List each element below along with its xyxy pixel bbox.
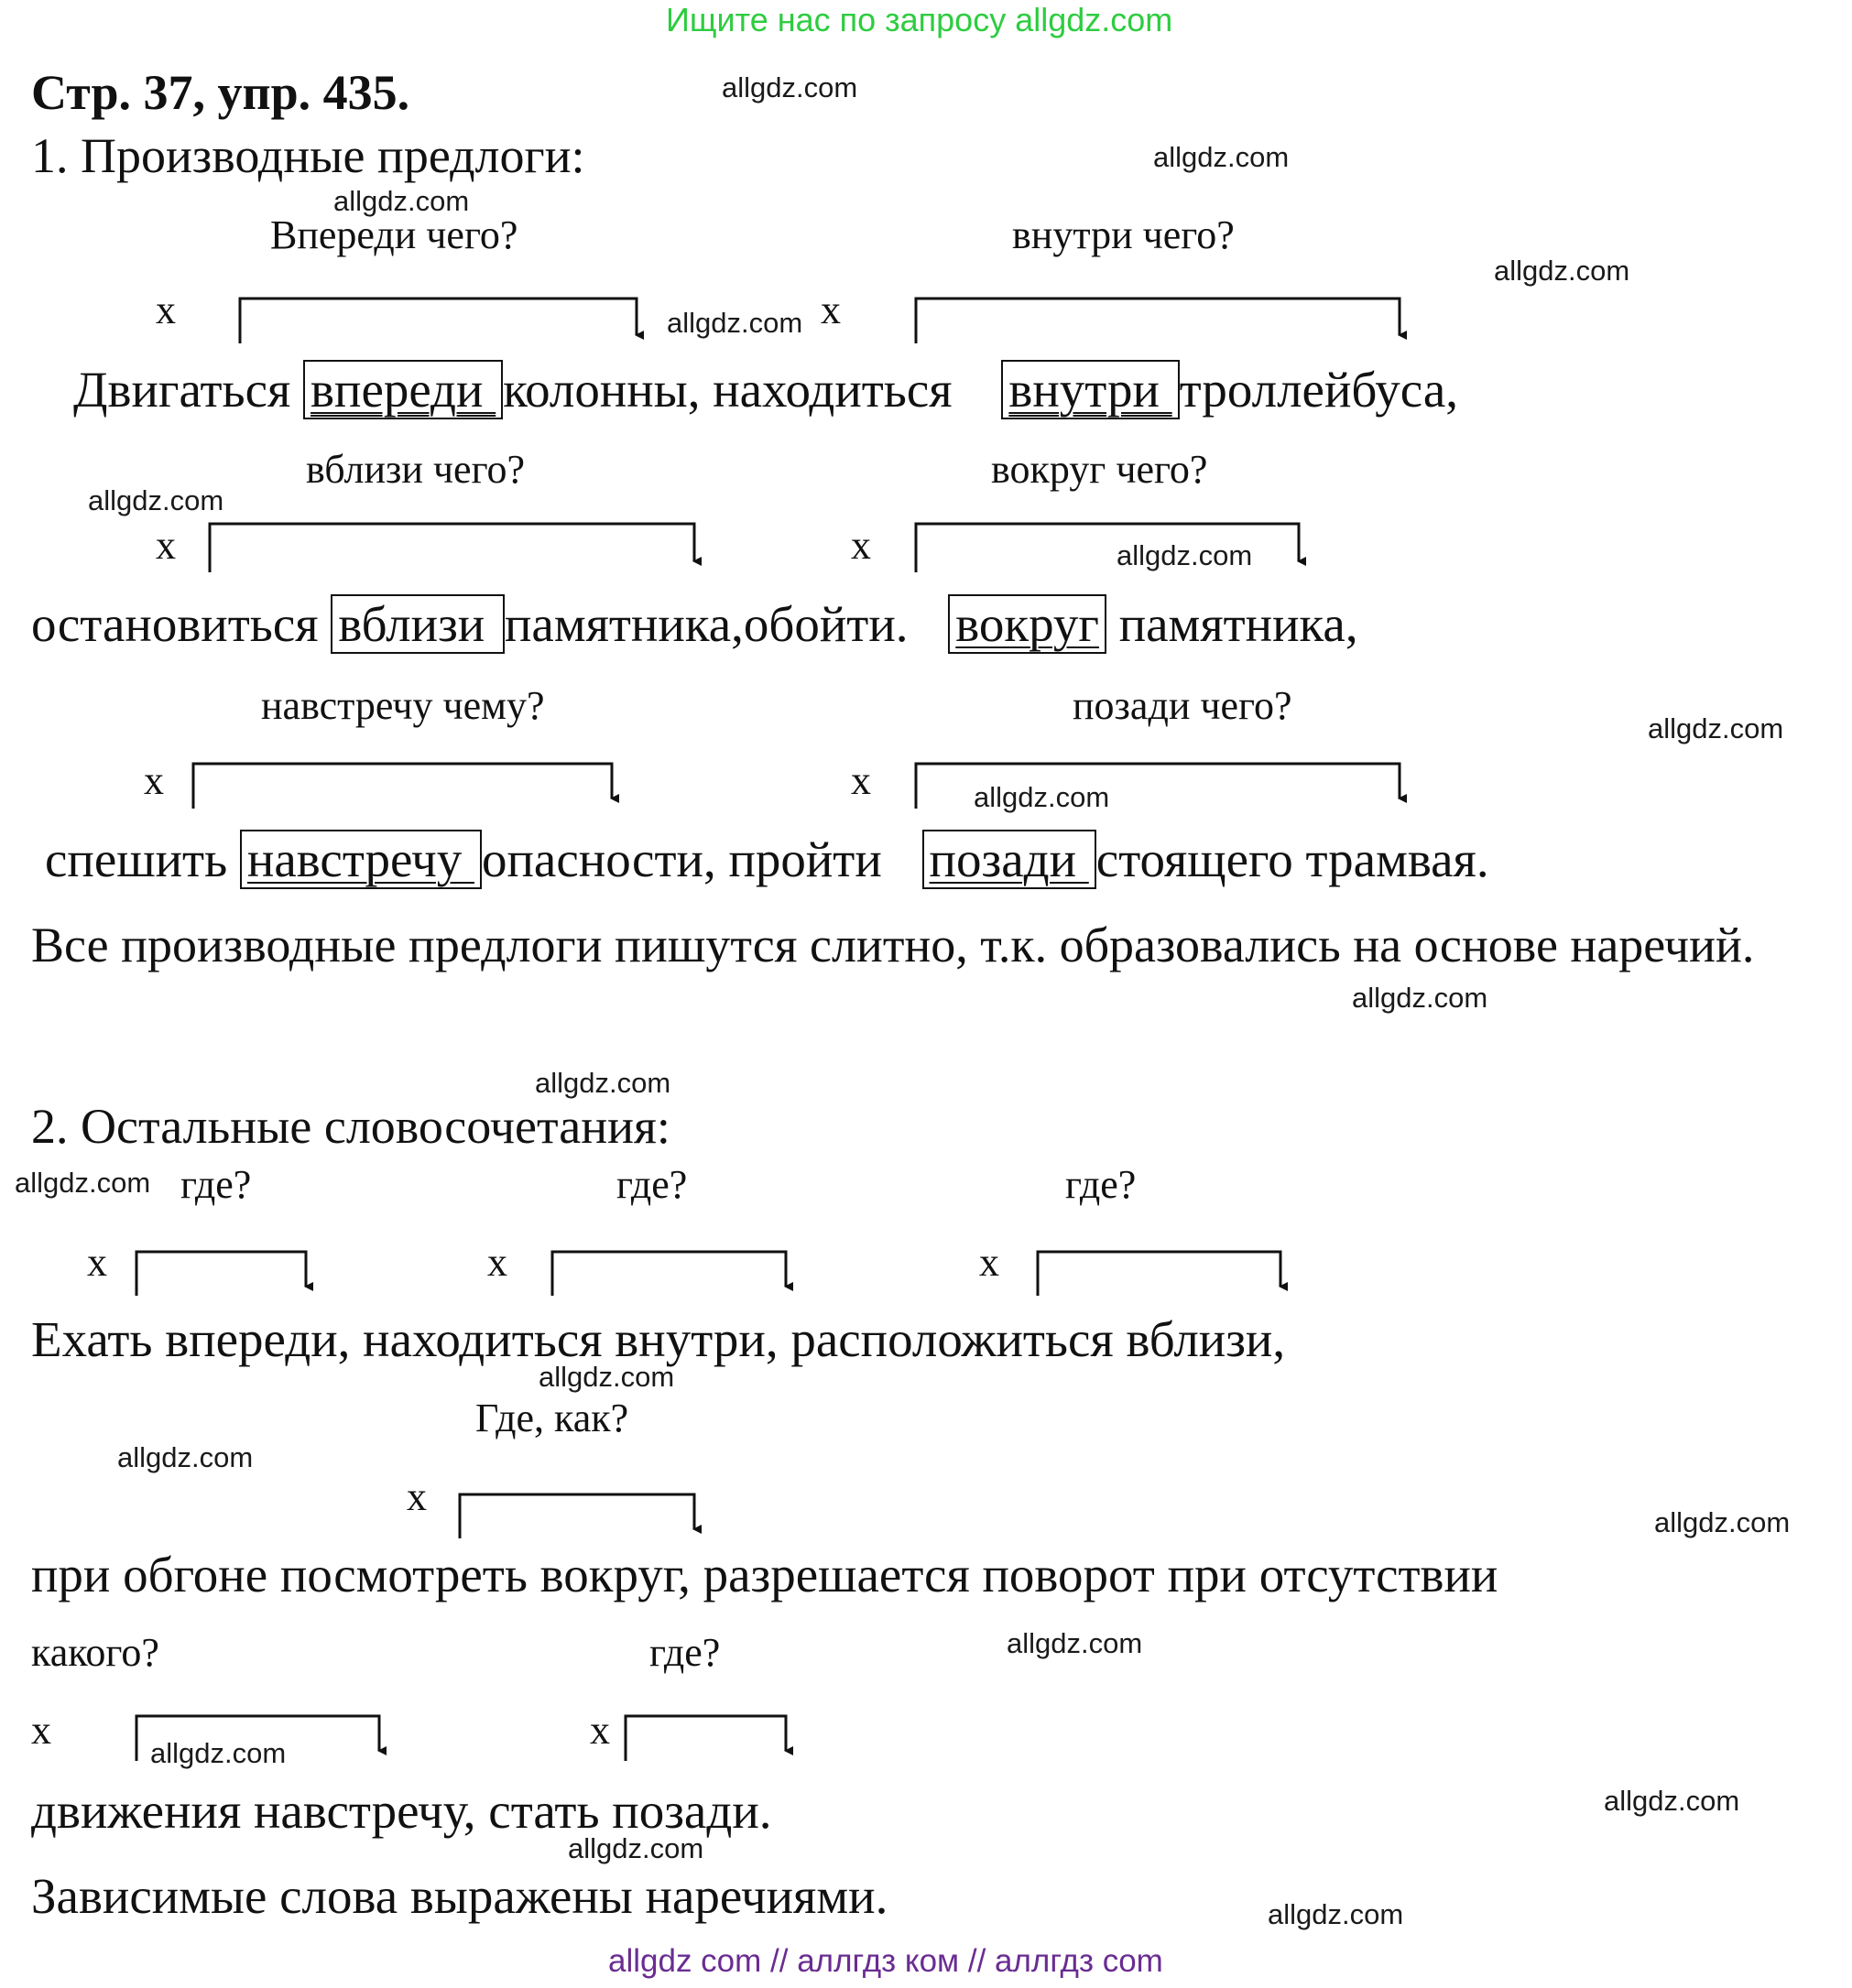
preposition-box: навстречу <box>240 830 482 889</box>
section2-conclusion: Зависимые слова выражены наречиями. <box>31 1868 888 1924</box>
text-segment: стоящего трамвая. <box>1095 831 1489 887</box>
arrow-vperedi <box>240 299 637 343</box>
question-navstrechu: навстречу чему? <box>261 683 545 728</box>
section1-title: 1. Производные предлоги: <box>31 128 585 183</box>
arrow-gde-3 <box>1038 1252 1280 1296</box>
text-segment: памятника,обойти. <box>504 596 921 652</box>
example-line-2 <box>31 596 1358 652</box>
text-segment: остановиться <box>31 596 332 652</box>
watermark: allgdz.com <box>974 781 1110 813</box>
x-mark: x <box>407 1474 427 1519</box>
question-gde: где? <box>616 1162 688 1207</box>
x-mark: x <box>31 1708 51 1753</box>
question-vblizi: вблизи чего? <box>306 447 526 492</box>
x-mark: x <box>87 1240 107 1285</box>
question-vperedi: Впереди чего? <box>270 212 518 257</box>
arrow-gde-1 <box>136 1252 306 1296</box>
footer-links[interactable]: allgdz com // аллгдз ком // аллгдз com <box>608 1943 1163 1979</box>
x-mark: x <box>590 1708 610 1753</box>
watermark: allgdz.com <box>117 1441 254 1473</box>
arrow-gde-4 <box>626 1716 786 1761</box>
x-mark: x <box>487 1240 507 1285</box>
arrow-gde-kak <box>460 1494 694 1538</box>
question-kakogo: какого? <box>31 1630 159 1675</box>
text-segment: колонны, находиться <box>503 362 965 418</box>
watermark: allgdz.com <box>1117 539 1253 571</box>
section2-title: 2. Остальные словосочетания: <box>31 1099 670 1154</box>
watermark: allgdz.com <box>1654 1506 1791 1538</box>
x-mark: x <box>851 523 871 568</box>
question-pozadi: позади чего? <box>1073 683 1292 728</box>
x-mark: x <box>979 1240 999 1285</box>
section2-line-1: Ехать впереди, находиться внутри, расположиться вблизи, <box>31 1311 1286 1367</box>
watermark: allgdz.com <box>667 307 803 339</box>
watermark: allgdz.com <box>535 1067 671 1099</box>
question-gde: где? <box>1065 1162 1137 1207</box>
text-segment: спешить <box>45 831 240 887</box>
text-segment: памятника, <box>1106 596 1358 652</box>
watermark: allgdz.com <box>333 185 470 217</box>
text-segment: Двигаться <box>73 362 304 418</box>
question-vnutri: внутри чего? <box>1012 212 1235 257</box>
watermark: allgdz.com <box>1352 982 1488 1014</box>
watermark: allgdz.com <box>1268 1898 1404 1930</box>
question-gde: где? <box>180 1162 252 1207</box>
arrow-vnutri <box>916 299 1400 343</box>
watermark: allgdz.com <box>15 1167 151 1199</box>
arrow-navstrechu <box>193 764 612 809</box>
section2-line-3: движения навстречу, стать позади. <box>31 1783 772 1839</box>
watermark: allgdz.com <box>150 1737 287 1769</box>
page-heading: Стр. 37, упр. 435. <box>31 65 410 120</box>
example-line-3 <box>45 831 1489 887</box>
preposition-box: позади <box>922 830 1096 889</box>
example-line-1 <box>73 362 1459 418</box>
question-gde: где? <box>649 1630 721 1675</box>
x-mark: x <box>156 288 176 332</box>
text-segment: троллейбуса, <box>1179 362 1459 418</box>
x-mark: x <box>851 758 871 803</box>
preposition-box: вблизи <box>331 594 505 654</box>
x-mark: x <box>821 288 841 332</box>
question-gde-kak: Где, как? <box>475 1396 629 1440</box>
question-vokrug: вокруг чего? <box>991 447 1208 492</box>
watermark: allgdz.com <box>539 1361 675 1393</box>
x-mark: x <box>144 758 164 803</box>
arrow-vblizi <box>210 524 694 572</box>
watermark: allgdz.com <box>1494 255 1630 287</box>
preposition-box: внутри <box>1001 360 1179 419</box>
watermark: allgdz.com <box>1007 1627 1143 1659</box>
preposition-box: вокруг <box>948 594 1106 654</box>
section2-line-2: при обгоне посмотреть вокруг, разрешается поворот при отсутствии <box>31 1547 1498 1602</box>
preposition-box: впереди <box>303 360 503 419</box>
watermark: allgdz.com <box>1648 712 1784 744</box>
section1-conclusion: Все производные предлоги пишутся слитно, т.к. образовались на основе наречий. <box>31 918 1755 972</box>
text-segment: опасности, пройти <box>482 831 895 887</box>
watermark: allgdz.com <box>568 1832 704 1864</box>
arrow-gde-2 <box>552 1252 786 1296</box>
watermark: allgdz.com <box>722 71 858 103</box>
x-mark: x <box>156 523 176 568</box>
watermark: allgdz.com <box>1604 1785 1740 1817</box>
top-search-link[interactable]: Ищите нас по запросу allgdz.com <box>666 1 1173 38</box>
watermark: allgdz.com <box>1153 141 1290 173</box>
watermark: allgdz.com <box>88 484 224 516</box>
